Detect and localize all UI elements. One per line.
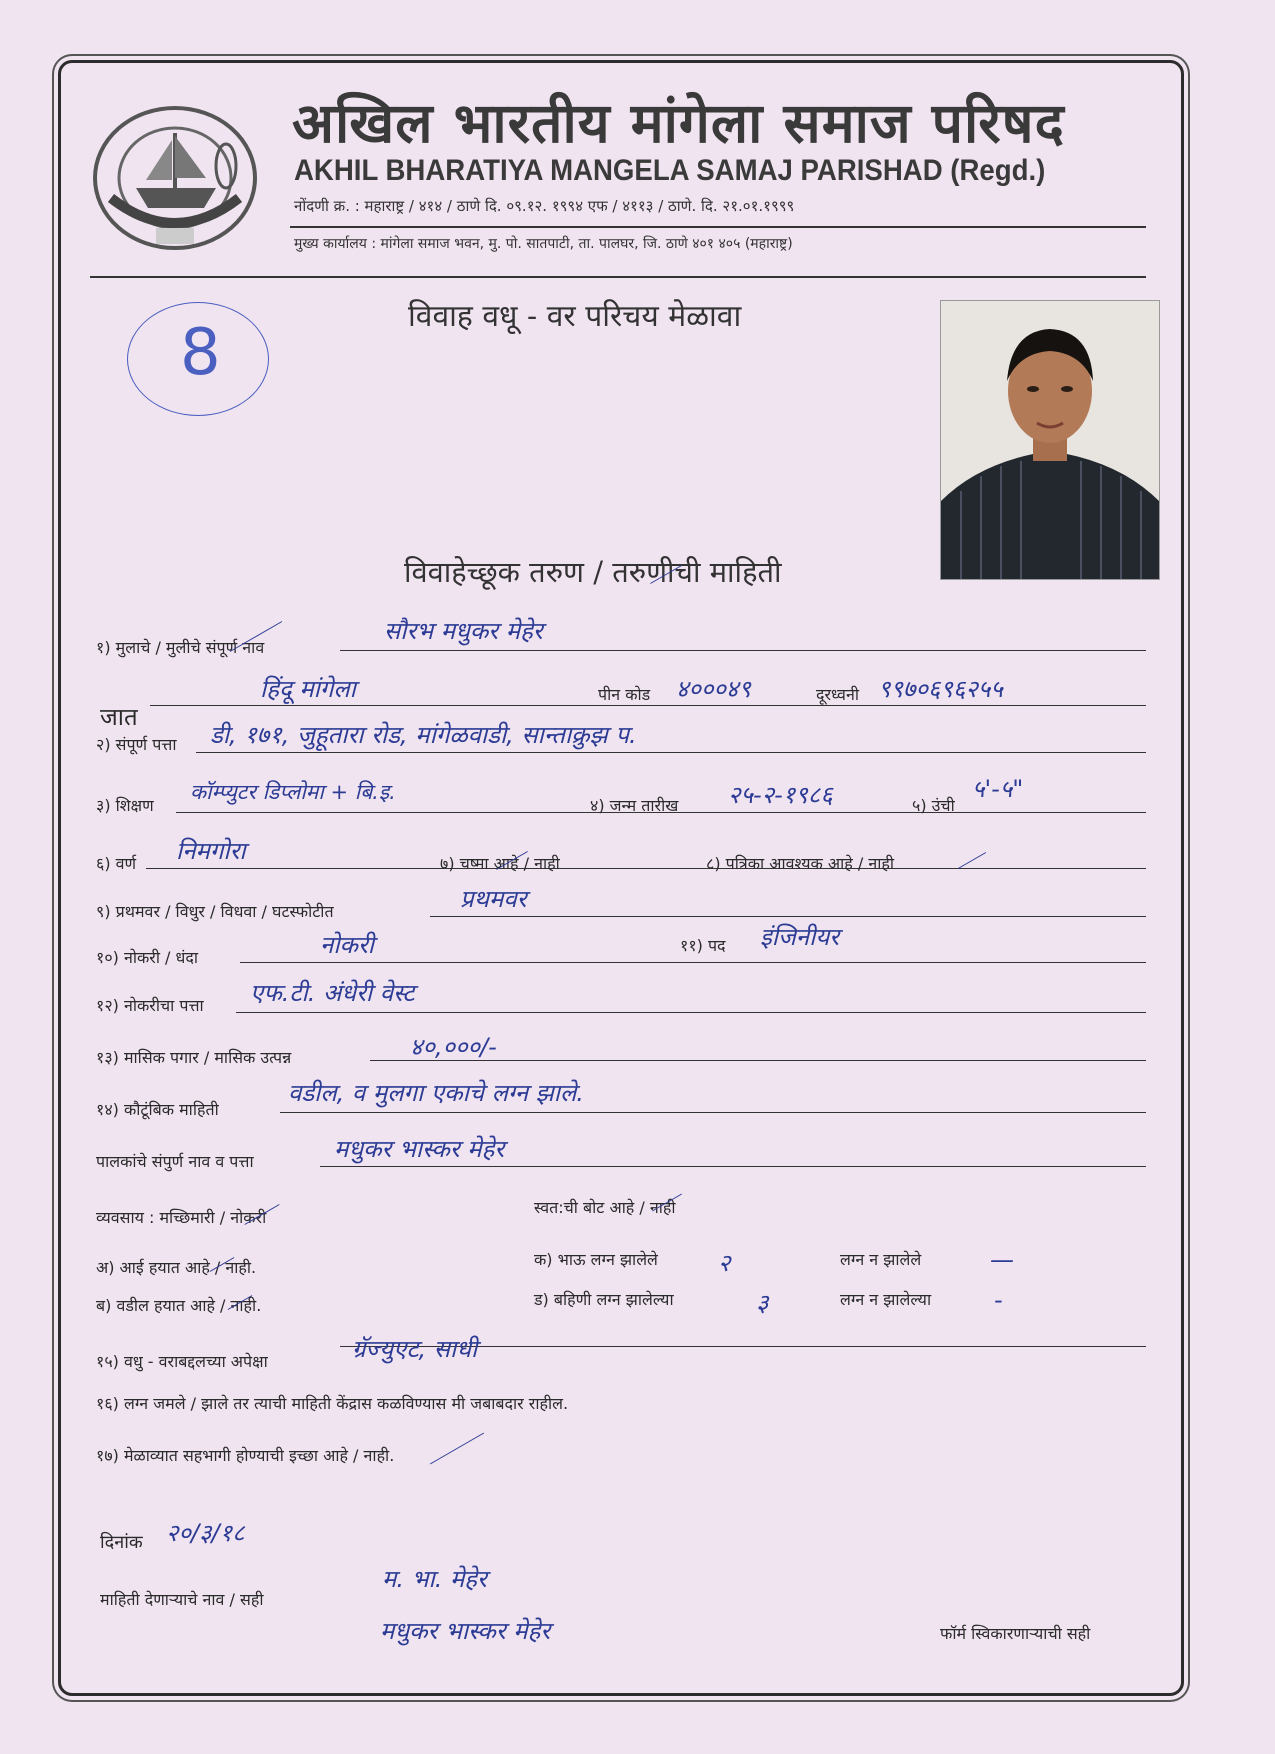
- income-value[interactable]: ४०,०००/-: [410, 1033, 497, 1061]
- pincode-value[interactable]: ४०००४९: [676, 675, 751, 703]
- job-value[interactable]: नोकरी: [320, 931, 374, 959]
- brothers-unmarried-value[interactable]: —: [990, 1246, 1014, 1274]
- specs-label: ७) चष्मा आहे / नाही: [440, 854, 560, 873]
- name-value[interactable]: सौरभ मधुकर मेहेर: [384, 617, 543, 645]
- brothers-married-value[interactable]: २: [718, 1249, 731, 1277]
- family-info-line: [280, 1112, 1146, 1113]
- parent-line: [320, 1166, 1146, 1167]
- brothers-married-label: क) भाऊ लग्न झालेले: [534, 1250, 658, 1269]
- address-line: [196, 752, 1146, 753]
- informant-label: माहिती देणाऱ्याचे नाव / सही: [100, 1590, 264, 1609]
- section-title: विवाहेच्छूक तरुण / तरुणीची माहिती: [404, 555, 782, 589]
- family-info-label: १४) कौटूंबिक माहिती: [96, 1100, 219, 1119]
- marital-status-value[interactable]: प्रथमवर: [460, 885, 527, 913]
- boat-label: स्वत:ची बोट आहे / नाही: [534, 1198, 676, 1217]
- education-label: ३) शिक्षण: [96, 796, 154, 815]
- work-address-label: १२) नोकरीचा पत्ता: [96, 996, 204, 1015]
- height-label: ५) उंची: [912, 796, 955, 815]
- name-line: [340, 650, 1146, 651]
- serial-number-value: 8: [180, 316, 221, 390]
- portrait-image: [941, 301, 1159, 579]
- head-office-address: मुख्य कार्यालय : मांगेला समाज भवन, मु. पो. सातपाटी, ता. पालघर, जि. ठाणे ४०१ ४०५ (महाराष्ट्र): [294, 236, 793, 252]
- sisters-unmarried-label: लग्न न झालेल्या: [840, 1290, 932, 1309]
- marital-status-label: ९) प्रथमवर / विधुर / विधवा / घटस्फोटीत: [96, 902, 334, 921]
- sisters-unmarried-value[interactable]: -: [994, 1286, 1003, 1314]
- phone-label: दूरध्वनी: [816, 685, 859, 704]
- job-line: [240, 962, 1146, 963]
- participation-text: १७) मेळाव्यात सहभागी होण्याची इच्छा आहे / नाही.: [96, 1446, 395, 1465]
- date-label: दिनांक: [100, 1532, 143, 1553]
- family-info-value[interactable]: वडील, व मुलगा एकाचे लग्न झाले.: [288, 1079, 584, 1107]
- expectation-value[interactable]: ग्रॅज्युएट, साधी: [352, 1335, 478, 1363]
- sisters-married-label: ड) बहिणी लग्न झालेल्या: [534, 1290, 674, 1309]
- registration-number: नोंदणी क्र. : महाराष्ट्र / ४१४ / ठाणे दि. ०९.१२. १९९४ एफ / ४११३ / ठाणे. दि. २१.०१.१९९९: [294, 197, 795, 215]
- phone-value[interactable]: ९९७०६९६२५५: [878, 675, 1003, 703]
- complexion-label: ६) वर्ण: [96, 854, 137, 873]
- name-label: १) मुलाचे / मुलीचे संपूर्ण नाव: [96, 638, 265, 657]
- applicant-photo: [940, 300, 1160, 580]
- mother-alive-label: अ) आई हयात आहे / नाही.: [96, 1258, 257, 1277]
- informant-name[interactable]: मधुकर भास्कर मेहेर: [380, 1617, 551, 1645]
- work-address-line: [236, 1012, 1146, 1013]
- org-title-english: AKHIL BHARATIYA MANGELA SAMAJ PARISHAD (Regd.): [294, 154, 1046, 187]
- parent-label: पालकांचे संपुर्ण नाव व पत्ता: [96, 1152, 254, 1171]
- brothers-unmarried-label: लग्न न झालेले: [840, 1250, 922, 1269]
- samaj-emblem-logo: [86, 88, 264, 258]
- complexion-value[interactable]: निमगोरा: [176, 837, 246, 865]
- header-divider: [290, 226, 1146, 228]
- parent-value[interactable]: मधुकर भास्कर मेहेर: [334, 1135, 505, 1163]
- income-label: १३) मासिक पगार / मासिक उत्पन्न: [96, 1048, 292, 1067]
- occupation-label: व्यवसाय : मच्छिमारी / नोकरी: [96, 1208, 267, 1227]
- informant-signature[interactable]: म. भा. मेहेर: [382, 1565, 487, 1593]
- date-value[interactable]: २०/३/१८: [166, 1519, 245, 1547]
- height-value[interactable]: ५'-५": [972, 775, 1024, 803]
- address-label: २) संपूर्ण पत्ता: [96, 735, 177, 754]
- complexion-line: [146, 868, 1146, 869]
- event-title: विवाह वधू - वर परिचय मेळावा: [408, 299, 742, 334]
- caste-line: [150, 705, 1146, 706]
- work-address-value[interactable]: एफ.टी. अंधेरी वेस्ट: [250, 979, 415, 1007]
- caste-label: जात: [100, 703, 138, 731]
- dob-label: ४) जन्म तारीख: [590, 796, 679, 815]
- father-alive-label: ब) वडील हयात आहे / नाही.: [96, 1296, 262, 1315]
- post-value[interactable]: इंजिनीयर: [760, 923, 840, 951]
- declaration-text: १६) लग्न जमले / झाले तर त्याची माहिती केंद्रास कळविण्यास मी जबाबदार राहील.: [96, 1394, 569, 1413]
- address-value[interactable]: डी, १७१, जुहूतारा रोड, मांगेळवाडी, सान्ताक्रुझ प.: [210, 721, 637, 749]
- expectation-label: १५) वधु - वराबद्दलच्या अपेक्षा: [96, 1352, 268, 1371]
- caste-value[interactable]: हिंदू मांगेला: [260, 675, 356, 703]
- acceptor-signature-label: फॉर्म स्विकारणाऱ्याची सही: [940, 1624, 1091, 1643]
- pincode-label: पीन कोड: [598, 685, 651, 704]
- dob-value[interactable]: २५-२-१९८६: [728, 781, 833, 809]
- education-value[interactable]: कॉम्प्युटर डिप्लोमा + बि.इ.: [190, 780, 396, 804]
- post-label: ११) पद: [680, 936, 726, 955]
- job-label: १०) नोकरी / धंदा: [96, 948, 199, 967]
- horoscope-label: ८) पत्रिका आवश्यक आहे / नाही: [706, 854, 895, 873]
- sisters-married-value[interactable]: ३: [756, 1289, 769, 1317]
- marital-line: [430, 916, 1146, 917]
- org-title-marathi: अखिल भारतीय मांगेला समाज परिषद: [292, 90, 1065, 155]
- header-bottom-divider: [90, 276, 1146, 278]
